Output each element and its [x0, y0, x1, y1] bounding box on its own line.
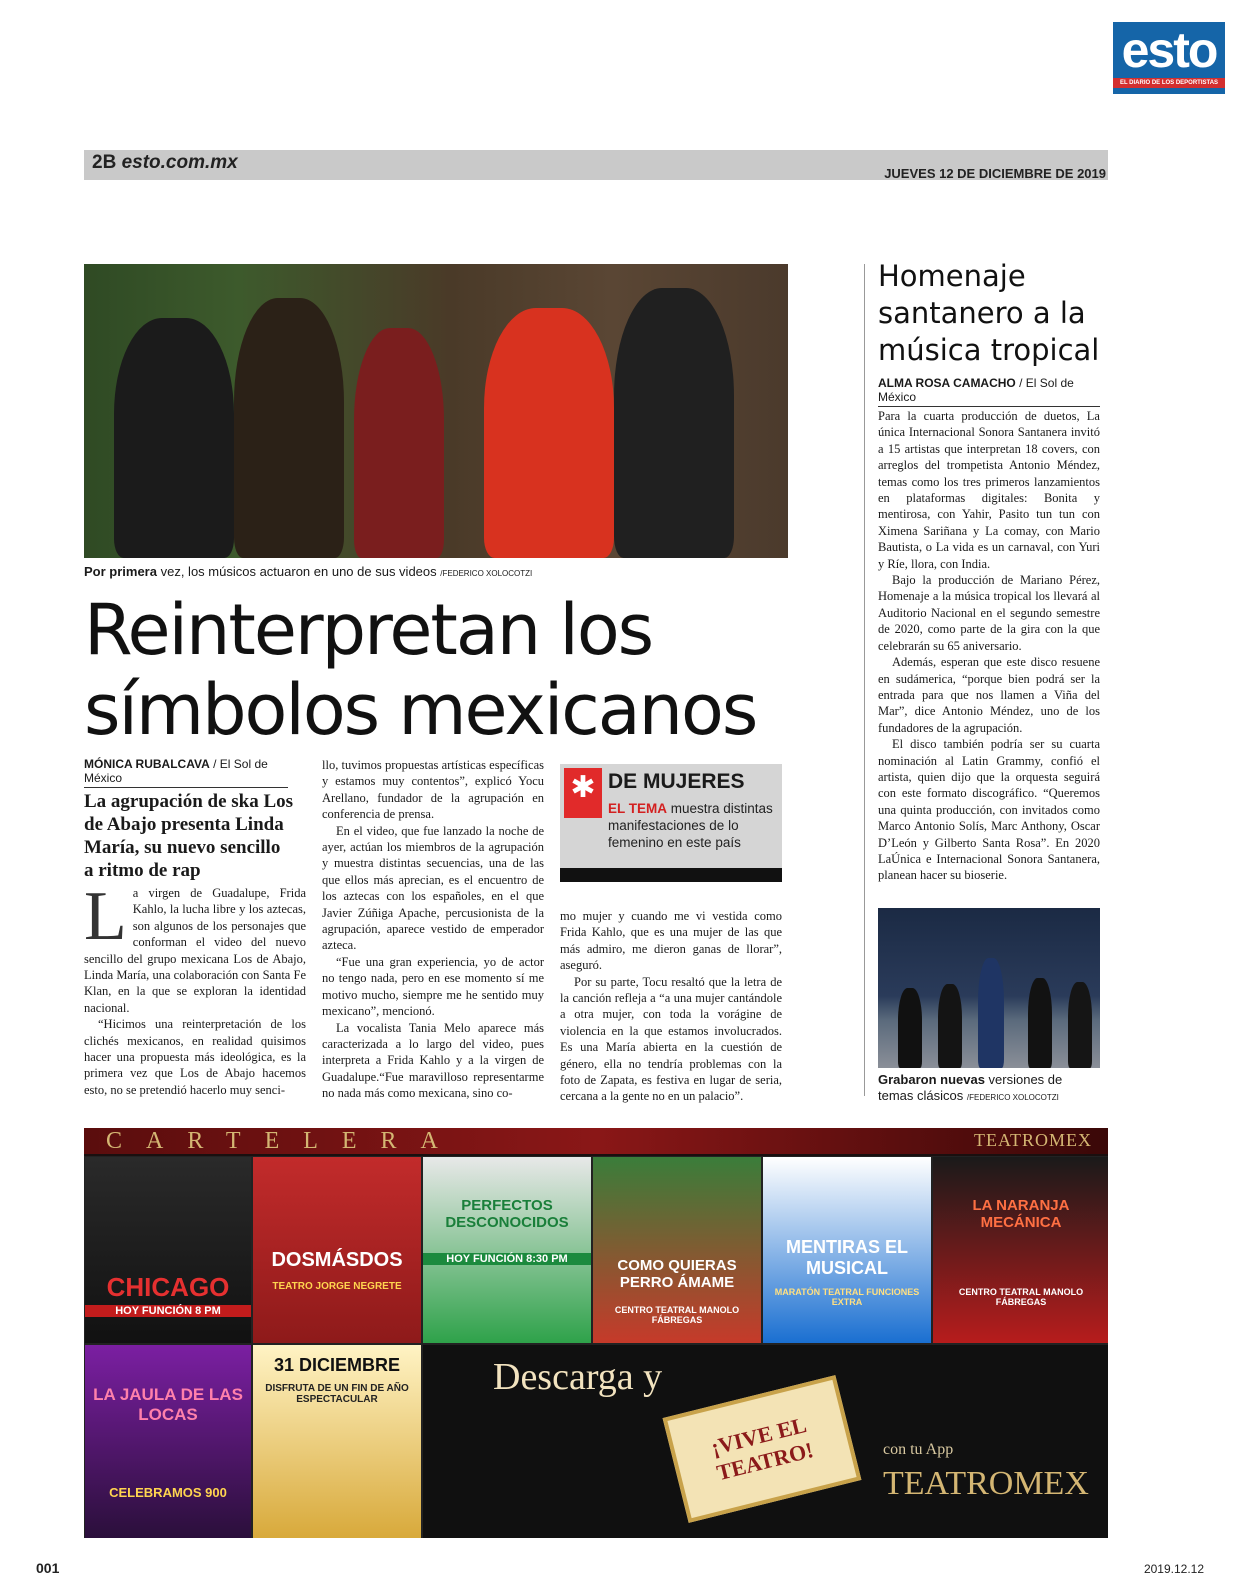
theater-listings: [84, 1128, 1108, 1538]
logo-tagline: EL DIARIO DE LOS DEPORTISTAS: [1113, 78, 1225, 88]
ad-title: 31 DICIEMBRE: [273, 1355, 401, 1375]
ticket-text: ¡VIVE EL TEATRO!: [708, 1412, 816, 1486]
side-caption-credit: /FEDERICO XOLOCOTZI: [966, 1093, 1059, 1102]
app-line: con tu App: [883, 1441, 954, 1458]
esto-logo: [1113, 22, 1225, 94]
side-headline: Homenaje santanero a la música tropical: [878, 259, 1100, 367]
ad-chicago[interactable]: [84, 1156, 252, 1344]
article-column-3: [560, 908, 782, 1105]
ad-line: CENTRO TEATRAL MANOLO FÁBREGAS: [958, 1287, 1084, 1307]
ad-title: COMO QUIERAS PERRO ÁMAME: [617, 1257, 737, 1291]
theme-description: muestra distintas manifestaciones de lo femenino en este país: [608, 801, 773, 850]
ad-line: TEATRO JORGE NEGRETE: [272, 1281, 402, 1292]
ad-title: LA NARANJA MECÁNICA: [972, 1197, 1070, 1231]
app-promo[interactable]: [422, 1344, 1108, 1538]
ad-title: MENTIRAS EL MUSICAL: [785, 1237, 908, 1278]
page-label: 2B: [92, 152, 117, 173]
ad-line: DISFRUTA DE UN FIN DE AÑO ESPECTACULAR: [265, 1383, 409, 1405]
asterisk-icon: ✱: [564, 768, 602, 818]
page-number: [92, 152, 238, 174]
article-column-2: [322, 757, 544, 1102]
caption-credit: /FEDERICO XOLOCOTZI: [440, 569, 533, 578]
side-byline-author: ALMA ROSA CAMACHO: [878, 376, 1016, 390]
paragraph: “Fue una gran experiencia, yo de actor no tengo nada, pero en ese momento sí me motivo mucho, siempre me he sentido muy mexicano”, mencionó.: [322, 954, 544, 1019]
theme-box: [560, 764, 782, 882]
caption-bold: Por primera: [84, 564, 157, 579]
orchestra-photo: [878, 908, 1100, 1068]
ad-line: HOY FUNCIÓN 8 PM: [85, 1305, 251, 1317]
theme-label: EL TEMA: [608, 801, 668, 816]
ad-line: MARATÓN TEATRAL FUNCIONES EXTRA: [774, 1287, 920, 1307]
ad-dos-mas-dos[interactable]: [252, 1156, 422, 1344]
ad-fin-de-ano[interactable]: [252, 1344, 422, 1538]
paragraph: Además, esperan que este disco resuene en sudámerica, “porque bien podrá ser la entrada para que nos llamen a Viña del Mar”, dice Antonio Méndez, uno de los fundadores de la agrupación.: [878, 655, 1100, 735]
paragraph: El disco también podría ser su cuarta nominación al Latin Grammy, confió el artista, quien dijo que la orquesta seguirá con este formato discográfico. “Queremos una quinta producción, con invitados como Marco Antonio Solís, Marc Anthony, Oscar D’León y Gilberto Santa Rosa”. En 2020 LaÚnica e Internacional Sonora Santanera, planean hacer su bioserie.: [878, 737, 1100, 883]
footer-left: 001: [36, 1560, 60, 1576]
side-caption-bold: Grabaron nuevas: [878, 1072, 985, 1087]
theme-box-bar: [560, 868, 782, 882]
article-byline: [84, 757, 288, 788]
paragraph: Para la cuarta producción de duetos, La única Internacional Sonora Santanera invitó a 15 artistas que interpretan 18 covers, con arreglos del trompetista Antonio Méndez, temas como los tres primeros lanzamientos en plataformas digitales: Bonita y mentirosa, con Yahir, Pasito tun tun con Ximena Sariñana y La comay, con Mario Bautista, o La vida es un carnaval, con Yuri y Ríe, llora, con India.: [878, 409, 1100, 571]
article-subhead: La agrupación de ska Los de Abajo presenta Linda María, su nuevo sencillo a ritmo de rap: [84, 791, 294, 881]
logo-mark: esto: [1121, 22, 1217, 78]
band-photo: [84, 264, 788, 558]
theme-text: [608, 800, 778, 851]
photo-caption: [84, 564, 532, 579]
paragraph: Bajo la producción de Mariano Pérez, Homenaje a la música tropical los llevará al Auditorio Nacional en el segundo semestre de 2020, como parte de la gira con la que celebrarán su 65 aniversario.: [878, 573, 1100, 653]
footer-right: 2019.12.12: [1143, 1562, 1204, 1576]
ticket-graphic: [663, 1375, 862, 1523]
app-brand: TEATROMEX: [883, 1465, 1089, 1502]
paragraph: La vocalista Tania Melo aparece más caracterizada a lo largo del video, pues interpreta a Frida Kahlo y a la virgen de Guadalupe.“Fue maravilloso representarme no nada más como mexicana, sino co-: [322, 1020, 544, 1101]
ad-line: HOY FUNCIÓN 8:30 PM: [423, 1253, 591, 1265]
caption-text: vez, los músicos actuaron en uno de sus videos: [156, 564, 441, 579]
paragraph: a virgen de Guadalupe, Frida Kahlo, la lucha libre y los aztecas, son algunos de los personajes que conforman el video del nuevo sencillo del grupo mexicana Los de Abajo, Linda María, una colaboración con Santa Fe Klan, en la que se exploran la identidad nacional.: [84, 886, 306, 1015]
ad-naranja-mecanica[interactable]: [932, 1156, 1108, 1344]
ad-perfectos-desconocidos[interactable]: [422, 1156, 592, 1344]
side-byline-source: / El Sol de México: [878, 376, 1074, 404]
side-photo-caption: [878, 1072, 1100, 1106]
ad-title: LA JAULA DE LAS LOCAS: [93, 1385, 243, 1424]
ad-line: CELEBRAMOS 900: [109, 1485, 227, 1500]
ad-como-quieras[interactable]: [592, 1156, 762, 1344]
drop-cap: L: [84, 878, 127, 955]
ad-title: DOSMÁSDOS: [271, 1249, 403, 1271]
listings-title: CARTELERA: [106, 1128, 462, 1154]
site-name: esto.com.mx: [121, 152, 238, 173]
article-headline: Reinterpretan los símbolos mexicanos: [84, 589, 757, 751]
paragraph: En el video, que fue lanzado la noche de ayer, actúan los miembros de la agrupación y muestra distintas secuencias, una de las que ellos más aprecian, es el encuentro de los aztecas con los españoles, en el que Javier Zúñiga Apache, percusionista de la agrupación, aparece vestido de emperador azteca.: [322, 823, 544, 953]
paragraph: mo mujer y cuando me vi vestida como Frida Kahlo, que es una mujer de las que más admiro, me dieron ganas de llorar”, aseguró.: [560, 909, 782, 973]
ad-mentiras[interactable]: [762, 1156, 932, 1344]
ad-title: CHICAGO: [106, 1272, 230, 1302]
listings-brand: TEATROMEX: [974, 1130, 1092, 1150]
byline-author: MÓNICA RUBALCAVA: [84, 757, 210, 771]
paragraph: “Hicimos una reinterpretación de los clichés mexicanos, en realidad quisimos hacer una propuesta más ideológica, es la primera vez que Los de Abajo hacemos esto, no se pretendió hacerlo muy senci-: [84, 1017, 306, 1097]
ad-title: PERFECTOS DESCONOCIDOS: [445, 1197, 569, 1231]
column-divider: [864, 264, 865, 1096]
side-article-text: [878, 408, 1100, 884]
app-heading: Descarga y: [493, 1356, 663, 1398]
side-byline: [878, 376, 1100, 407]
byline-source: / El Sol de México: [84, 757, 268, 785]
article-column-1: [84, 878, 306, 1098]
ad-jaula-locas[interactable]: [84, 1344, 252, 1538]
page-date: JUEVES 12 DE DICIEMBRE DE 2019: [884, 166, 1106, 181]
side-caption-text: versiones de temas clásicos: [878, 1072, 1063, 1103]
theme-title: DE MUJERES: [608, 770, 745, 793]
ad-line: CENTRO TEATRAL MANOLO FÁBREGAS: [614, 1305, 740, 1325]
paragraph: llo, tuvimos propuestas artísticas específicas y estamos muy contentos”, explicó Yocu Arellano, fundador de la agrupación en conferencia de prensa.: [322, 758, 544, 822]
paragraph: Por su parte, Tocu resaltó que la letra de la canción refleja a “a una mujer cantándole a otra mujer, con toda la vorágine de violencia en la que estamos involucrados. Es una María abierta en la cuestión de género, ella no tendría problemas con la foto de Zapata, es festiva en lugar de seria, cercana a la gente no en un palacio”.: [560, 974, 782, 1104]
